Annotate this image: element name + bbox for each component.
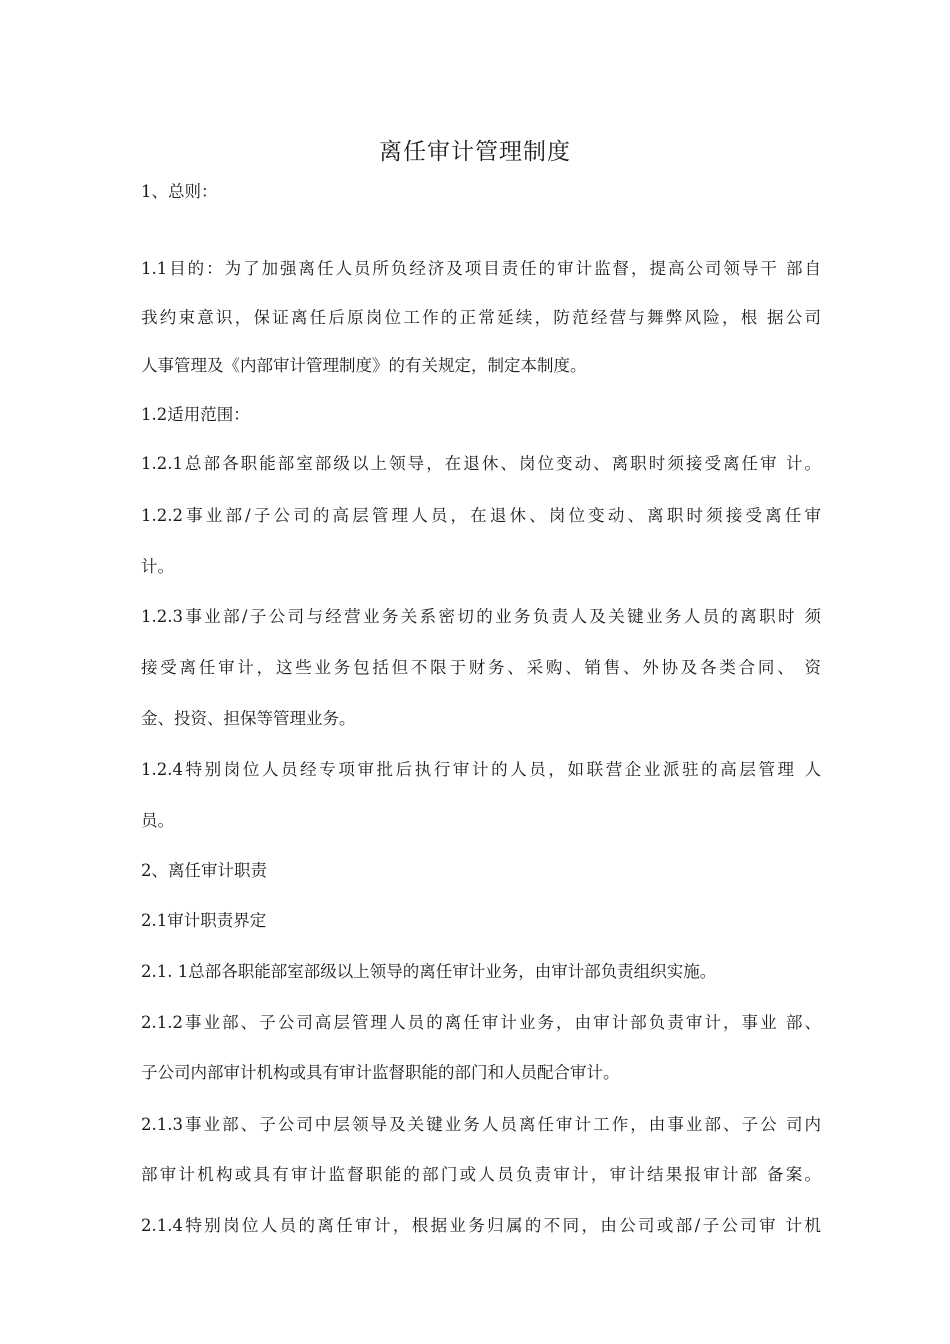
paragraph-line: 1.2.3事业部/子公司与经营业务关系密切的业务负责人及关键业务人员的离职时 须 xyxy=(141,607,821,626)
paragraph-line: 1.2.4特别岗位人员经专项审批后执行审计的人员，如联营企业派驻的高层管理 人 xyxy=(141,760,821,779)
paragraph-line: 计。 xyxy=(141,557,174,576)
paragraph-line: 2.1.2事业部、子公司高层管理人员的离任审计业务，由审计部负责审计，事业 部、 xyxy=(141,1013,821,1032)
subsection-heading: 1.2适用范围： xyxy=(141,405,250,424)
paragraph-line: 2.1.3事业部、子公司中层领导及关键业务人员离任审计工作，由事业部、子公 司内 xyxy=(141,1115,821,1134)
paragraph-line: 1.2.2事业部/子公司的高层管理人员，在退休、岗位变动、离职时须接受离任审 xyxy=(141,506,821,525)
paragraph-line: 子公司内部审计机构或具有审计监督职能的部门和人员配合审计。 xyxy=(141,1063,620,1082)
section-heading-2: 2、离任审计职责 xyxy=(141,861,267,880)
subsection-heading: 2.1审计职责界定 xyxy=(141,911,267,930)
paragraph-line: 接受离任审计，这些业务包括但不限于财务、采购、销售、外协及各类合同、 资 xyxy=(141,658,821,677)
paragraph-line: 2.1.4特别岗位人员的离任审计，根据业务归属的不同，由公司或部/子公司审 计机 xyxy=(141,1216,821,1235)
paragraph-line: 部审计机构或具有审计监督职能的部门或人员负责审计，审计结果报审计部 备案。 xyxy=(141,1165,821,1184)
paragraph-line: 1.1目的：为了加强离任人员所负经济及项目责任的审计监督，提高公司领导干 部自 xyxy=(141,259,821,278)
paragraph-line: 2.1. 1总部各职能部室部级以上领导的离任审计业务，由审计部负责组织实施。 xyxy=(141,962,717,981)
document-title: 离任审计管理制度 xyxy=(379,139,571,165)
paragraph-line: 我约束意识，保证离任后原岗位工作的正常延续，防范经营与舞弊风险，根 据公司 xyxy=(141,308,821,327)
paragraph-line: 1.2.1总部各职能部室部级以上领导，在退休、岗位变动、离职时须接受离任审 计。 xyxy=(141,454,821,473)
paragraph-line: 人事管理及《内部审计管理制度》的有关规定，制定本制度。 xyxy=(141,356,587,375)
paragraph-line: 金、投资、担保等管理业务。 xyxy=(141,709,356,728)
paragraph-line: 员。 xyxy=(141,811,174,830)
section-heading-1: 1、总则： xyxy=(141,182,218,201)
